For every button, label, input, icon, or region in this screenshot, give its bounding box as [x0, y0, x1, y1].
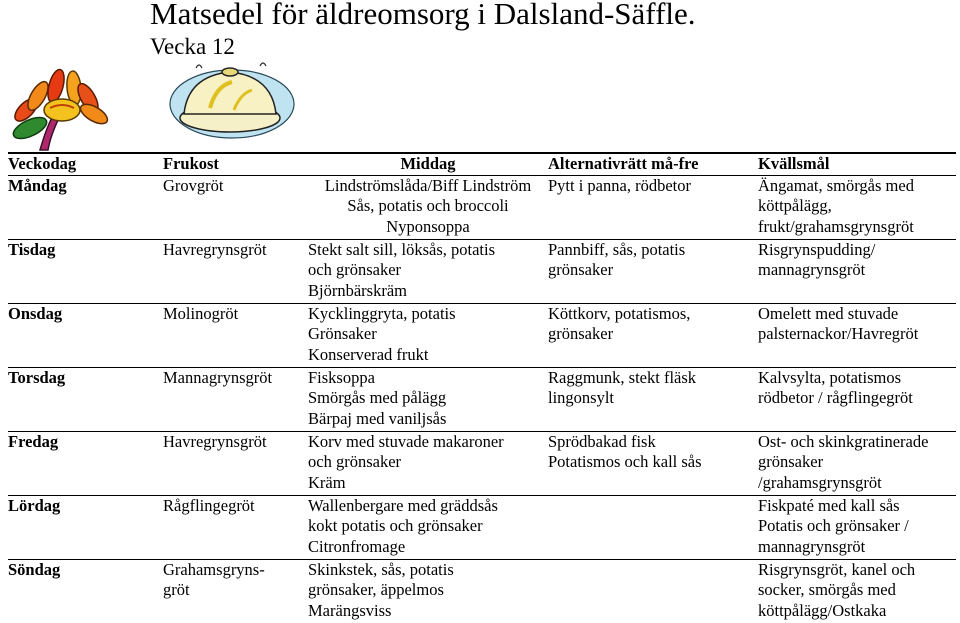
breakfast-line: Havregrynsgröt [163, 239, 267, 259]
alternative-cell [548, 303, 758, 367]
dinner-line: Korv med stuvade makaroner [308, 431, 504, 451]
dinner-cell [308, 367, 548, 431]
evening-meal-line: rödbetor / rågflingegröt [758, 388, 913, 407]
breakfast-cell [163, 175, 308, 239]
page-title: Matsedel för äldreomsorg i Dalsland-Säffle. [150, 0, 696, 31]
evening-meal-line: Fiskpaté med kall sås [758, 495, 900, 515]
table-row [8, 239, 956, 303]
dinner-line: Grönsaker [308, 324, 377, 343]
weekday-cell: Måndag [8, 175, 67, 195]
dinner-cell [308, 175, 548, 239]
evening-meal-line: Ost- och skinkgratinerade [758, 431, 929, 451]
breakfast-cell [163, 367, 308, 431]
dinner-line: Nyponsoppa [386, 216, 470, 236]
weekday-cell: Torsdag [8, 367, 66, 387]
dinner-cell [308, 431, 548, 495]
evening-meal-line: /grahamsgrynsgröt [758, 472, 882, 492]
weekday-cell: Lördag [8, 495, 61, 515]
dinner-cell [308, 303, 548, 367]
alternative-line: lingonsylt [548, 388, 615, 407]
dinner-line: Skinkstek, sås, potatis [308, 559, 454, 579]
alternative-line: Sprödbakad fisk [548, 431, 656, 451]
header-veckodag: Veckodag [8, 154, 77, 173]
weekday-cell: Tisdag [8, 239, 56, 259]
table-row [8, 431, 956, 495]
header-alternativratt: Alternativrätt må-fre [548, 154, 699, 173]
dinner-line: Stekt salt sill, löksås, potatis [308, 239, 496, 259]
evening-meal-cell [758, 367, 956, 431]
weekday-cell: Söndag [8, 559, 61, 579]
alternative-line: Raggmunk, stekt fläsk [548, 367, 697, 387]
table-header-row [8, 153, 956, 175]
evening-meal-line: Risgrynspudding/ [758, 239, 876, 259]
breakfast-cell [163, 303, 308, 367]
alternative-cell [548, 175, 758, 239]
breakfast-line: Grahamsgryns- [163, 559, 265, 579]
breakfast-line: Molinogröt [163, 303, 239, 323]
table-row [8, 175, 956, 239]
dinner-line: Konserverad frukt [308, 344, 429, 364]
dinner-cell [308, 239, 548, 303]
alternative-line: grönsaker [548, 324, 614, 343]
alternative-line: Potatismos och kall sås [548, 452, 702, 471]
dinner-line: Björnbärskräm [308, 280, 407, 300]
alternative-cell [548, 431, 758, 495]
breakfast-cell [163, 559, 308, 623]
alternative-cell [548, 367, 758, 431]
breakfast-line: Havregrynsgröt [163, 431, 267, 451]
header-kvallsmal: Kvällsmål [758, 154, 830, 173]
dinner-line: Marängsviss [308, 600, 392, 620]
alternative-cell [548, 559, 758, 623]
dinner-line: Citronfromage [308, 536, 406, 556]
evening-meal-line: köttpålägg/Ostkaka [758, 600, 887, 620]
breakfast-cell [163, 239, 308, 303]
evening-meal-line: mannagrynsgröt [758, 536, 866, 556]
breakfast-line: Grovgröt [163, 175, 224, 195]
dinner-line: Kycklinggryta, potatis [308, 303, 456, 323]
flower-clipart-icon [10, 58, 120, 154]
evening-meal-line: socker, smörgås med [758, 580, 896, 599]
evening-meal-cell [758, 559, 956, 623]
dinner-line: Lindströmslåda/Biff Lindström [324, 175, 532, 195]
evening-meal-line: palsternackor/Havregröt [758, 324, 919, 343]
table-row [8, 303, 956, 367]
dinner-line: Sås, potatis och broccoli [347, 196, 509, 215]
dinner-line: Smörgås med pålägg [308, 388, 447, 407]
evening-meal-line: Ängamat, smörgås med [758, 175, 914, 195]
dinner-cell [308, 495, 548, 559]
breakfast-cell [163, 495, 308, 559]
alternative-line: Köttkorv, potatismos, [548, 303, 691, 323]
table-row [8, 495, 956, 559]
evening-meal-line: mannagrynsgröt [758, 260, 866, 279]
alternative-cell [548, 495, 758, 559]
evening-meal-line: Potatis och grönsaker / [758, 516, 909, 535]
evening-meal-cell [758, 431, 956, 495]
evening-meal-line: Omelett med stuvade [758, 303, 899, 323]
breakfast-line: gröt [163, 580, 190, 599]
evening-meal-cell [758, 303, 956, 367]
evening-meal-line: köttpålägg, [758, 196, 832, 215]
dinner-line: Bärpaj med vaniljsås [308, 408, 447, 428]
evening-meal-cell [758, 495, 956, 559]
evening-meal-line: Risgrynsgröt, kanel och [758, 559, 916, 579]
breakfast-cell [163, 431, 308, 495]
dinner-line: och grönsaker [308, 452, 402, 471]
dinner-line: grönsaker, äppelmos [308, 580, 444, 599]
alternative-line: Pytt i panna, rödbetor [548, 175, 691, 195]
dinner-cell [308, 559, 548, 623]
table-row [8, 559, 956, 623]
dinner-line: Wallenbergare med gräddsås [308, 495, 498, 515]
table-row [8, 367, 956, 431]
covered-dish-clipart-icon [160, 58, 300, 146]
breakfast-line: Mannagrynsgröt [163, 367, 273, 387]
evening-meal-cell [758, 175, 956, 239]
dinner-line: och grönsaker [308, 260, 402, 279]
dinner-line: Kräm [308, 472, 346, 492]
header-frukost: Frukost [163, 154, 219, 173]
weekday-cell: Onsdag [8, 303, 63, 323]
alternative-line: Pannbiff, sås, potatis [548, 239, 686, 259]
breakfast-line: Rågflingegröt [163, 495, 255, 515]
evening-meal-line: frukt/grahamsgrynsgröt [758, 216, 914, 236]
alternative-line: grönsaker [548, 260, 614, 279]
evening-meal-line: Kalvsylta, potatismos [758, 367, 901, 387]
evening-meal-cell [758, 239, 956, 303]
evening-meal-line: grönsaker [758, 452, 824, 471]
alternative-cell [548, 239, 758, 303]
dinner-line: kokt potatis och grönsaker [308, 516, 483, 535]
weekday-cell: Fredag [8, 431, 59, 451]
week-label: Vecka 12 [150, 34, 235, 59]
dinner-line: Fisksoppa [308, 367, 375, 387]
menu-table [8, 152, 956, 623]
header-middag: Middag [400, 154, 456, 173]
